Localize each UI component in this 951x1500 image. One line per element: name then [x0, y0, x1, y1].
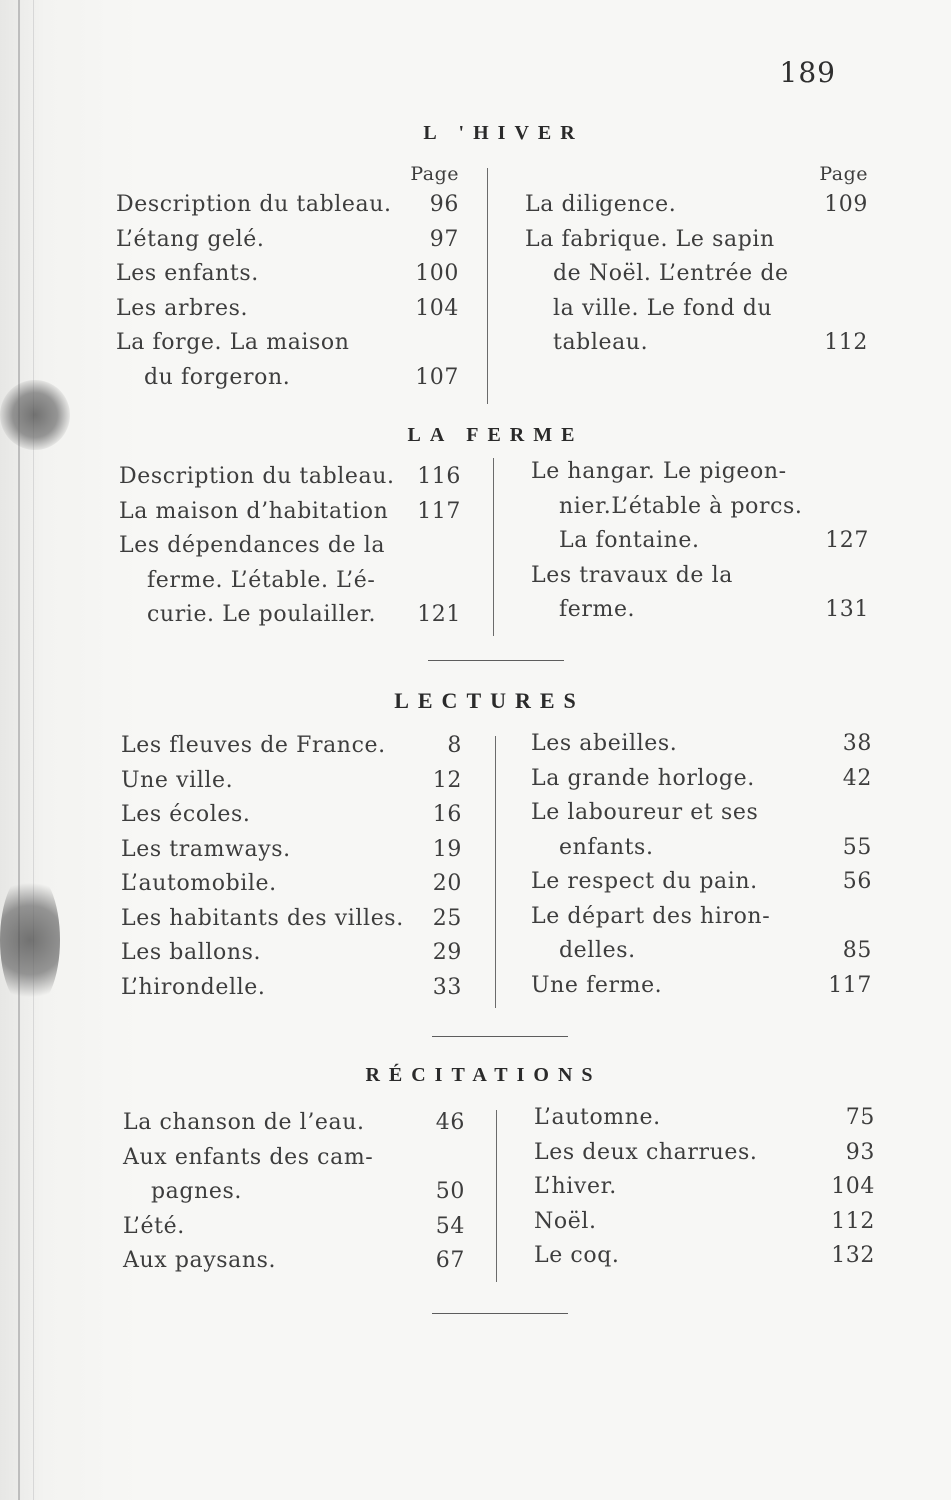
toc-column-right — [531, 455, 869, 628]
toc-entry — [531, 969, 872, 1004]
toc-entry-title: Les abeilles. — [531, 731, 678, 756]
toc-entry-page: 121 — [417, 602, 461, 627]
toc-column-left — [116, 160, 459, 395]
toc-entry-page: 117 — [417, 498, 461, 524]
toc-entry-page: 16 — [432, 802, 462, 827]
toc-entry — [121, 867, 462, 902]
column-separator — [493, 458, 494, 636]
toc-entries — [525, 188, 868, 361]
toc-entry-page: 93 — [845, 1139, 875, 1165]
toc-entry-page: 67 — [435, 1248, 465, 1273]
toc-entry-page: 85 — [842, 938, 872, 963]
toc-entry — [121, 971, 462, 1006]
toc-entry-page: 12 — [432, 767, 462, 793]
toc-entry-page: 104 — [415, 295, 459, 321]
toc-entry — [121, 764, 462, 799]
binding-fold — [33, 0, 34, 1500]
toc-entry-title: Les dépendances de la — [119, 533, 386, 558]
toc-entry-title: Les enfants. — [116, 261, 259, 286]
section-title-hiver: L 'HIVER — [423, 122, 584, 144]
page-number: 189 — [779, 56, 836, 89]
toc-entry-title: curie. Le poulailler. — [147, 602, 377, 627]
toc-entry — [123, 1106, 465, 1141]
toc-entry-page: 25 — [432, 905, 462, 931]
toc-entry-page: 19 — [432, 836, 462, 862]
toc-entry-title: Les travaux de la — [531, 562, 733, 588]
toc-column-left — [121, 729, 462, 1005]
toc-entry — [525, 223, 868, 361]
toc-entry-title: ferme. L’étable. L’é- — [147, 567, 376, 593]
toc-entries — [123, 1106, 465, 1279]
toc-entry-page: 8 — [447, 733, 462, 758]
toc-entry-page: 104 — [831, 1174, 875, 1199]
toc-entry-page: 42 — [842, 765, 872, 791]
toc-entry-page: 116 — [417, 464, 461, 489]
toc-entries — [116, 188, 459, 395]
toc-entry-title: Les tramways. — [121, 836, 291, 862]
toc-entry-title: nier.L’étable à porcs. — [559, 493, 803, 519]
toc-entries — [531, 455, 869, 628]
toc-entry-title: La forge. La maison — [116, 330, 350, 355]
toc-entry-page: 33 — [432, 974, 462, 1000]
toc-entry-page: 117 — [828, 972, 872, 998]
toc-entry-title: La chanson de l’eau. — [123, 1110, 365, 1135]
toc-entry — [121, 798, 462, 833]
toc-column-left — [119, 460, 461, 633]
toc-column-right — [531, 727, 872, 1003]
column-separator — [496, 1110, 497, 1282]
toc-entry — [116, 292, 459, 327]
toc-entry-title: L’étang gelé. — [116, 226, 265, 252]
toc-entry-title: Les fleuves de France. — [121, 733, 386, 758]
toc-entry-page: 38 — [842, 731, 872, 756]
toc-entry — [531, 727, 872, 762]
toc-column-right — [525, 160, 868, 361]
divider-rule — [432, 1036, 568, 1037]
toc-entry-title: Le laboureur et ses — [531, 800, 759, 825]
ink-stain — [0, 870, 60, 1010]
toc-entry-title: du forgeron. — [144, 364, 291, 390]
toc-entry-title: enfants. — [559, 834, 654, 860]
page-header: Page — [819, 163, 868, 185]
toc-entry-page: 127 — [825, 528, 869, 553]
toc-entry-title: Aux paysans. — [123, 1248, 277, 1273]
toc-entry — [534, 1205, 875, 1240]
toc-entry-page: 96 — [429, 192, 459, 217]
toc-entry-title: Noël. — [534, 1208, 597, 1234]
toc-entry-page: 50 — [435, 1179, 465, 1204]
toc-entries — [121, 729, 462, 1005]
toc-entry — [123, 1244, 465, 1279]
toc-entry — [531, 455, 869, 559]
toc-entry — [116, 188, 459, 223]
toc-entry-title: L’automne. — [534, 1105, 661, 1130]
toc-entry — [534, 1136, 875, 1171]
toc-entry-title: L’hirondelle. — [121, 974, 266, 1000]
toc-entry — [119, 495, 461, 530]
toc-entry-page: 100 — [415, 261, 459, 286]
column-separator — [495, 736, 496, 1008]
toc-entry-page: 54 — [435, 1213, 465, 1239]
toc-entry-title: La diligence. — [525, 192, 677, 217]
toc-entry — [121, 729, 462, 764]
toc-entry-title: L’hiver. — [534, 1174, 617, 1199]
toc-entry-page: 55 — [842, 834, 872, 860]
toc-entry-title: Le départ des hiron- — [531, 903, 771, 929]
toc-entry-page: 132 — [831, 1243, 875, 1268]
toc-entry-title: Les ballons. — [121, 940, 262, 965]
toc-entry-title: L’été. — [123, 1213, 185, 1239]
toc-entry-page: 29 — [432, 940, 462, 965]
toc-entry-title: Les écoles. — [121, 802, 251, 827]
toc-entry-title: La fabrique. Le sapin — [525, 226, 775, 252]
toc-entry-title: Description du tableau. — [119, 464, 395, 489]
toc-entry-page: 20 — [432, 871, 462, 896]
section-title-recitations: RÉCITATIONS — [365, 1064, 602, 1086]
toc-entry — [123, 1141, 465, 1210]
toc-entry-page: 109 — [824, 192, 868, 217]
toc-entry-title: Une ville. — [121, 767, 234, 793]
toc-entry-title: tableau. — [553, 330, 649, 355]
toc-entry — [531, 762, 872, 797]
toc-entry-title: La fontaine. — [559, 528, 700, 553]
toc-entry-title: la ville. Le fond du — [553, 295, 773, 321]
toc-entry — [116, 257, 459, 292]
toc-entry — [121, 902, 462, 937]
toc-entry-page: 75 — [845, 1105, 875, 1130]
toc-entry-title: Une ferme. — [531, 972, 663, 998]
toc-entry-title: La maison d’habitation — [119, 498, 389, 524]
toc-entry — [121, 833, 462, 868]
toc-entry — [119, 460, 461, 495]
toc-entry-title: L’automobile. — [121, 871, 277, 896]
toc-entry — [525, 188, 868, 223]
toc-entry-title: delles. — [559, 938, 636, 963]
toc-entries — [534, 1101, 875, 1274]
section-title-ferme: LA FERME — [407, 424, 584, 446]
toc-entry — [116, 326, 459, 395]
toc-entry-page: 46 — [435, 1110, 465, 1135]
binding-edge — [18, 0, 20, 1500]
toc-entry — [531, 900, 872, 969]
toc-entry-title: La grande horloge. — [531, 765, 755, 791]
toc-column-left — [123, 1106, 465, 1279]
toc-entry-title: de Noël. L’entrée de — [553, 261, 789, 286]
toc-entry — [534, 1170, 875, 1205]
toc-entry-title: Le coq. — [534, 1243, 620, 1268]
toc-entry-title: Les deux charrues. — [534, 1139, 758, 1165]
toc-entry-title: ferme. — [559, 597, 636, 622]
toc-entry — [531, 865, 872, 900]
toc-entry-page: 56 — [842, 869, 872, 894]
divider-rule — [428, 660, 564, 661]
toc-entry — [534, 1239, 875, 1274]
toc-entry-page: 97 — [429, 226, 459, 252]
column-separator — [487, 168, 488, 404]
toc-entry-page: 112 — [824, 330, 868, 355]
toc-entry-title: Le hangar. Le pigeon- — [531, 459, 787, 484]
toc-entry-title: pagnes. — [151, 1179, 242, 1204]
toc-entry-page: 112 — [831, 1208, 875, 1234]
toc-entries — [531, 727, 872, 1003]
toc-entry — [123, 1210, 465, 1245]
toc-entry — [531, 559, 869, 628]
toc-entry — [119, 529, 461, 633]
toc-entry-title: Aux enfants des cam- — [123, 1144, 374, 1170]
toc-entry-title: Les habitants des villes. — [121, 905, 404, 931]
divider-rule — [432, 1313, 568, 1314]
toc-entry — [121, 936, 462, 971]
page-header: Page — [410, 163, 459, 185]
toc-entry — [116, 223, 459, 258]
toc-entry-page: 131 — [825, 597, 869, 622]
toc-entry — [531, 796, 872, 865]
toc-entry-title: Le respect du pain. — [531, 869, 758, 894]
toc-entry-page: 107 — [415, 364, 459, 390]
toc-entry-title: Les arbres. — [116, 295, 249, 321]
toc-column-right — [534, 1101, 875, 1274]
section-title-lectures: LECTURES — [394, 688, 585, 713]
toc-entry — [534, 1101, 875, 1136]
toc-entries — [119, 460, 461, 633]
toc-entry-title: Description du tableau. — [116, 192, 392, 217]
